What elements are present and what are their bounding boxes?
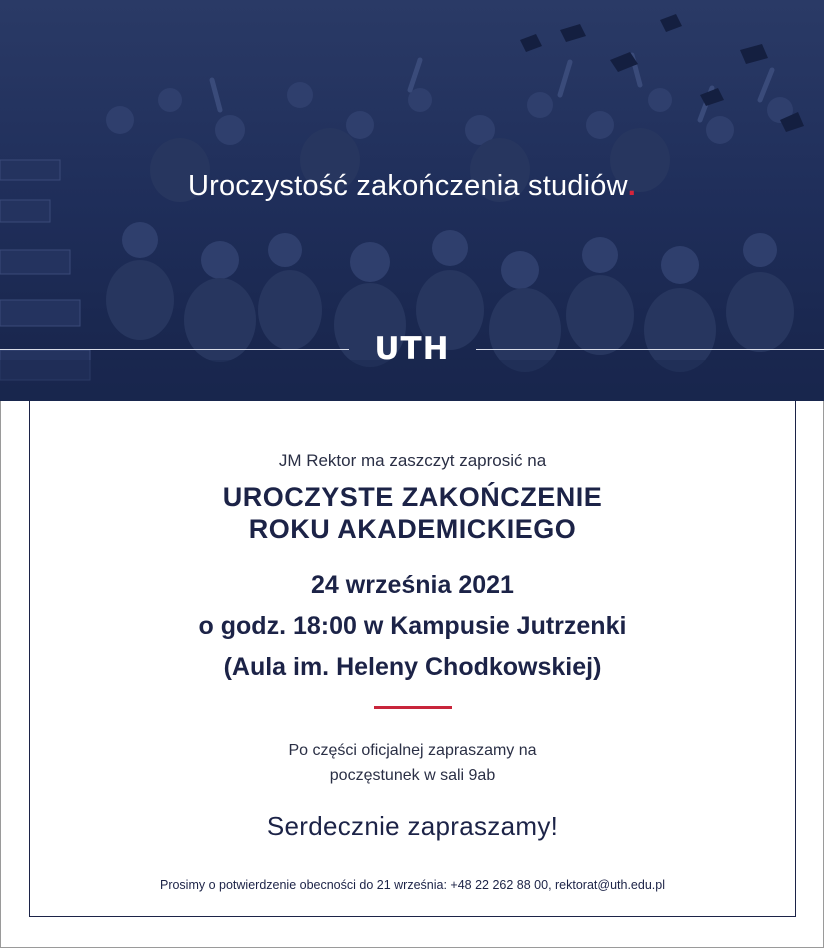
reception-note (30, 738, 795, 788)
reception-note-line: Po części oficjalnej zapraszamy na (288, 742, 537, 759)
hero-divider-right (476, 349, 824, 350)
event-title (30, 481, 795, 545)
event-date: 24 września 2021 (311, 571, 514, 599)
rsvp-info: Prosimy o potwierdzenie obecności do 21 września: +48 22 262 88 00, rektorat@uth.edu.pl (159, 878, 665, 892)
reception-note-line: poczęstunek w sali 9ab (329, 767, 496, 784)
event-title-line: ROKU AKADEMICKIEGO (248, 514, 577, 544)
event-time-place: o godz. 18:00 w Kampusie Jutrzenki (198, 612, 627, 640)
uth-logo: UTH (374, 331, 450, 367)
event-venue: (Aula im. Heleny Chodkowskiej) (223, 653, 602, 681)
event-details (30, 565, 795, 688)
hero-title: Uroczystość zakończenia studiów. (187, 170, 637, 202)
accent-dot: . (627, 170, 637, 202)
invitation-card (29, 401, 796, 917)
event-title-line: UROCZYSTE ZAKOŃCZENIE (222, 482, 603, 512)
red-divider (374, 706, 452, 709)
hero-banner (0, 0, 824, 401)
hero-divider-left (0, 349, 349, 350)
closing-greeting: Serdecznie zapraszamy! (266, 811, 559, 841)
invitation-intro: JM Rektor ma zaszczyt zaprosić na (278, 451, 547, 470)
